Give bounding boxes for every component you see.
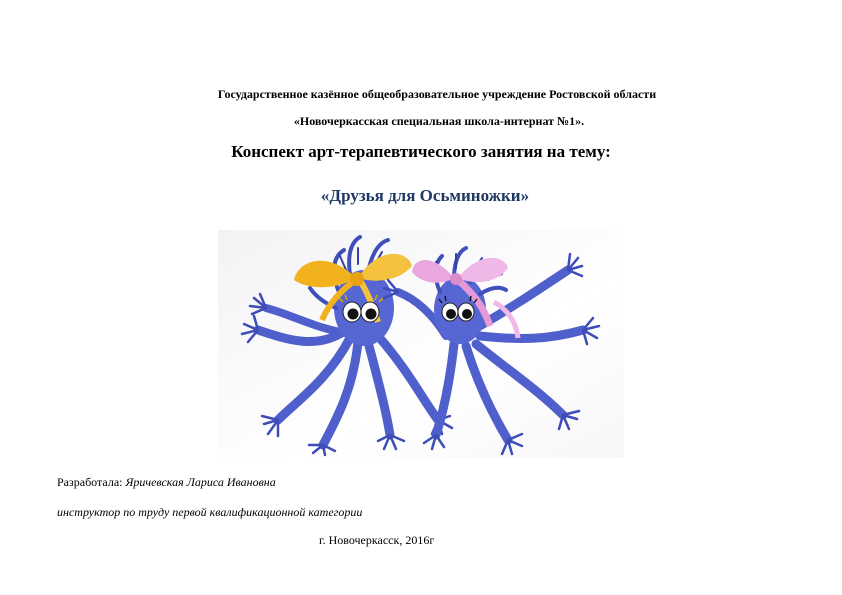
octopus-toys-photo <box>218 230 624 458</box>
author-name: Яричевская Лариса Ивановна <box>125 475 276 489</box>
lesson-title: «Друзья для Осьминожки» <box>320 186 530 205</box>
city-and-year: г. Новочеркасск, 2016г <box>319 533 435 547</box>
document-topic: Конспект арт-терапевтического занятия на тему: <box>231 142 611 161</box>
school-name: «Новочеркасская специальная школа-интернат №1». <box>293 114 585 128</box>
author-line <box>57 475 276 490</box>
author-label: Разработала: <box>57 475 123 489</box>
organization-name: Государственное казённое общеобразовательное учреждение Ростовской области <box>217 87 657 101</box>
author-position: инструктор по труду первой квалификационной категории <box>57 505 363 519</box>
octopus-toys-illustration <box>218 230 624 458</box>
